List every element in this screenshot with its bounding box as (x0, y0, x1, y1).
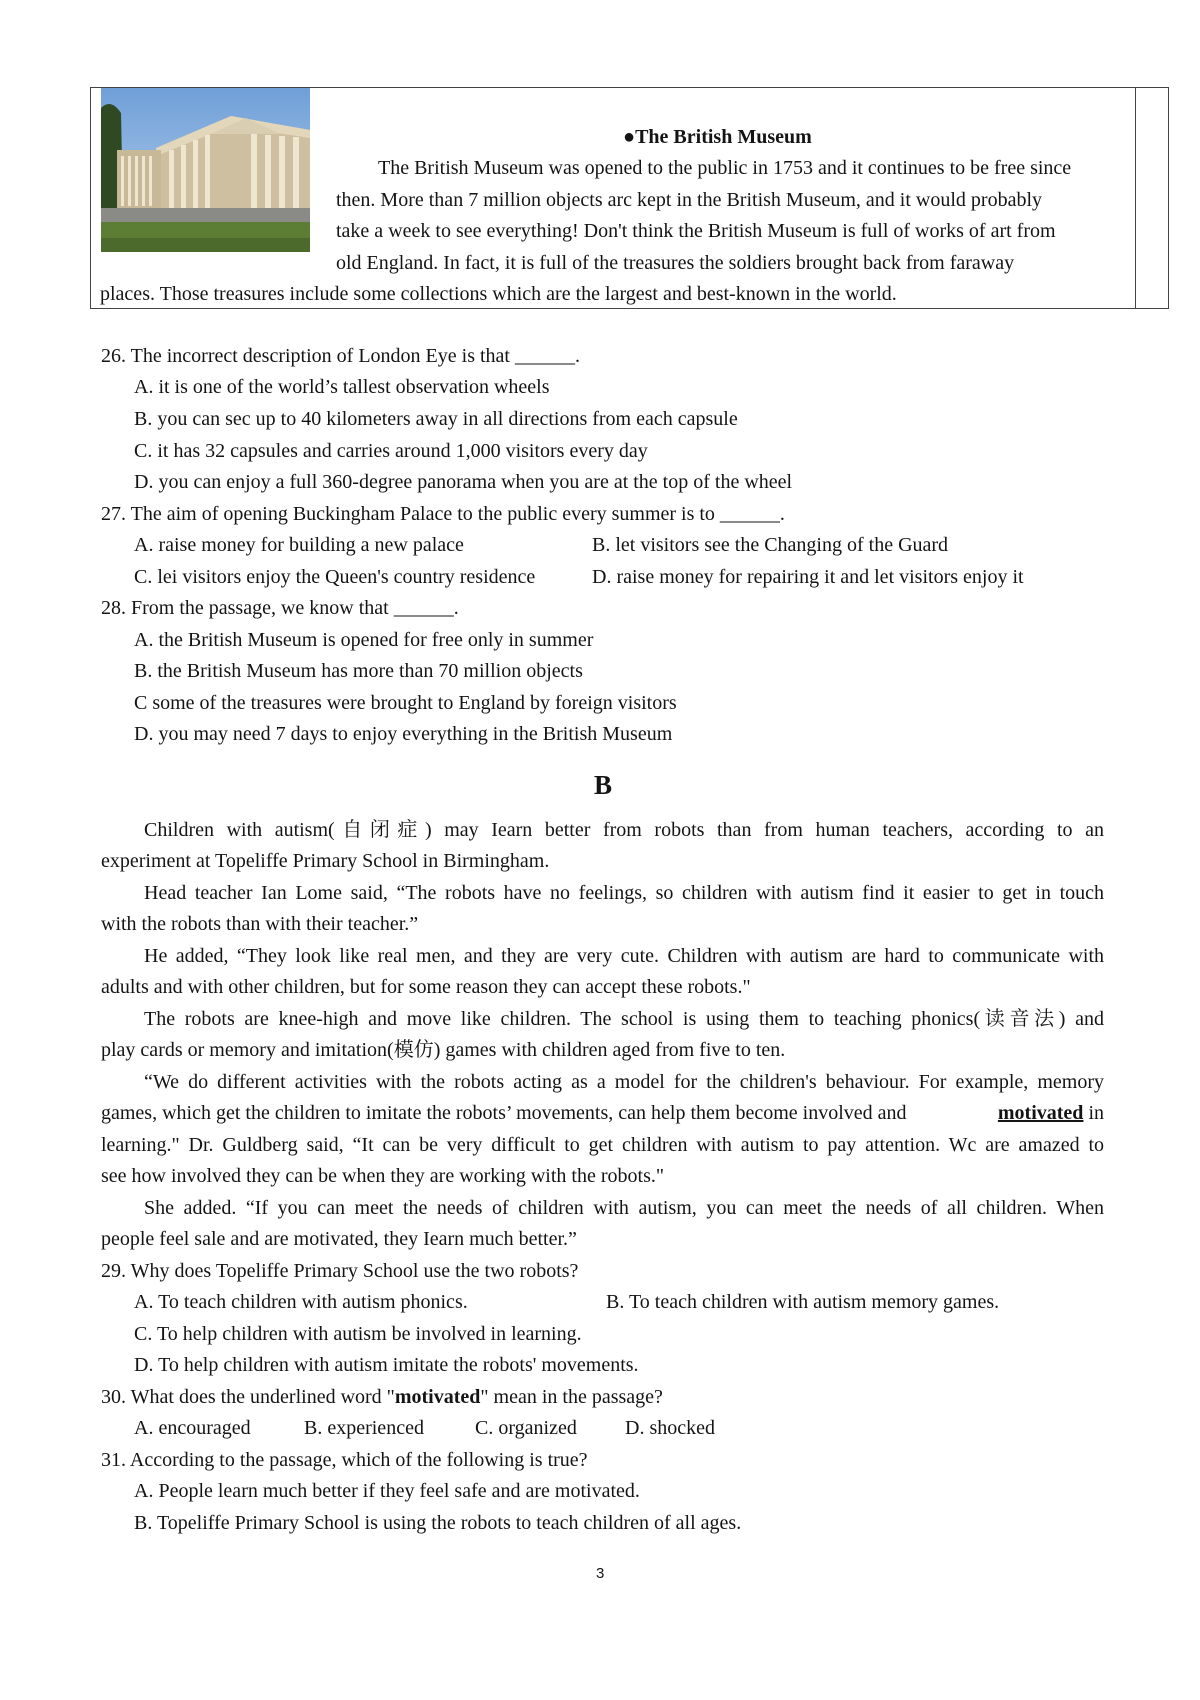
passage-b-line: play cards or memory and imitation(模仿) games with children aged from five to ten. (101, 1039, 786, 1061)
q29-option-b: B. To teach children with autism memory games. (606, 1291, 1000, 1313)
passage-text: games, which get the children to imitate the robots’ movements, can help them become involved and (101, 1102, 907, 1124)
question-text: " mean in the passage? (480, 1386, 663, 1408)
passage-b-line: see how involved they can be when they are working with the robots." (101, 1165, 665, 1187)
museum-info-box (90, 87, 1169, 309)
page-number: 3 (596, 1565, 605, 1582)
q28-option-b: B. the British Museum has more than 70 million objects (134, 660, 583, 682)
passage-b-line: people feel sale and are motivated, they Iearn much better.” (101, 1228, 577, 1250)
passage-b-line: with the robots than with their teacher.” (101, 913, 419, 935)
q26-option-a: A. it is one of the world’s tallest observation wheels (134, 376, 550, 398)
museum-text-line: then. More than 7 million objects arc kept in the British Museum, and it would probably (336, 189, 1042, 211)
q26-option-c: C. it has 32 capsules and carries around 1,000 visitors every day (134, 440, 648, 462)
section-b-heading: B (594, 770, 613, 800)
q28-option-a: A. the British Museum is opened for free only in summer (134, 629, 594, 651)
passage-b-line: adults and with other children, but for some reason they can accept these robots." (101, 976, 751, 998)
question-28: 28. From the passage, we know that ______. (101, 597, 459, 619)
q30-option-a: A. encouraged (134, 1417, 251, 1439)
museum-title: ●The British Museum (623, 126, 812, 148)
question-29: 29. Why does Topeliffe Primary School use the two robots? (101, 1260, 579, 1282)
q30-option-d: D. shocked (625, 1417, 715, 1439)
passage-b-line: She added. “If you can meet the needs of children with autism, you can meet the needs of all children. When (144, 1197, 1104, 1219)
q31-option-a: A. People learn much better if they feel safe and are motivated. (134, 1480, 640, 1502)
passage-text: in (1088, 1102, 1104, 1124)
question-keyword: motivated (394, 1386, 481, 1408)
q28-option-c: C some of the treasures were brought to England by foreign visitors (134, 692, 677, 714)
q26-option-d: D. you can enjoy a full 360-degree panorama when you are at the top of the wheel (134, 471, 793, 493)
q29-option-a: A. To teach children with autism phonics. (134, 1291, 468, 1313)
passage-b-line: The robots are knee-high and move like children. The school is using them to teaching phonics(读音法) and (144, 1008, 1104, 1030)
q30-option-c: C. organized (475, 1417, 577, 1439)
passage-b-line: He added, “They look like real men, and they are very cute. Children with autism are hard to communicate with (144, 945, 1104, 967)
question-27: 27. The aim of opening Buckingham Palace to the public every summer is to ______. (101, 503, 785, 525)
question-26: 26. The incorrect description of London Eye is that ______. (101, 345, 580, 367)
passage-b-line: experiment at Topeliffe Primary School in Birmingham. (101, 850, 550, 872)
passage-b-line: Head teacher Ian Lome said, “The robots have no feelings, so children with autism find it easier to get in touch (144, 882, 1104, 904)
question-30 (101, 1382, 663, 1414)
q29-option-c: C. To help children with autism be involved in learning. (134, 1323, 582, 1345)
box-divider (1135, 88, 1136, 308)
q27-option-c: C. lei visitors enjoy the Queen's country residence (134, 566, 536, 588)
q31-option-b: B. Topeliffe Primary School is using the robots to teach children of all ages. (134, 1512, 742, 1534)
museum-text-line: take a week to see everything! Don't think the British Museum is full of works of art from (336, 220, 1056, 242)
passage-b-line: Children with autism(自闭症) may Iearn better from robots than from human teachers, according to an (144, 819, 1104, 841)
museum-text-line: The British Museum was opened to the public in 1753 and it continues to be free since (378, 157, 1072, 179)
museum-text-line: old England. In fact, it is full of the treasures the soldiers brought back from faraway (336, 252, 1015, 274)
passage-b-line: “We do different activities with the robots acting as a model for the children's behaviour. For example, memory (144, 1071, 1104, 1093)
q30-option-b: B. experienced (304, 1417, 424, 1439)
underlined-word-motivated: motivated (997, 1102, 1084, 1124)
q28-option-d: D. you may need 7 days to enjoy everything in the British Museum (134, 723, 673, 745)
passage-b-line: learning." Dr. Guldberg said, “It can be very difficult to get children with autism to pay attention. Wc are amazed to (101, 1134, 1104, 1156)
q29-option-d: D. To help children with autism imitate the robots' movements. (134, 1354, 639, 1376)
passage-text-end (998, 1098, 1104, 1130)
q27-option-a: A. raise money for building a new palace (134, 534, 464, 556)
passage-b-line (101, 1098, 1104, 1130)
museum-text-line: places. Those treasures include some collections which are the largest and best-known in the world. (100, 283, 897, 305)
q27-option-d: D. raise money for repairing it and let visitors enjoy it (592, 566, 1024, 588)
british-museum-photo (101, 88, 310, 252)
question-text: 30. What does the underlined word " (101, 1386, 395, 1408)
q27-option-b: B. let visitors see the Changing of the Guard (592, 534, 949, 556)
q26-option-b: B. you can sec up to 40 kilometers away in all directions from each capsule (134, 408, 738, 430)
question-31: 31. According to the passage, which of the following is true? (101, 1449, 588, 1471)
